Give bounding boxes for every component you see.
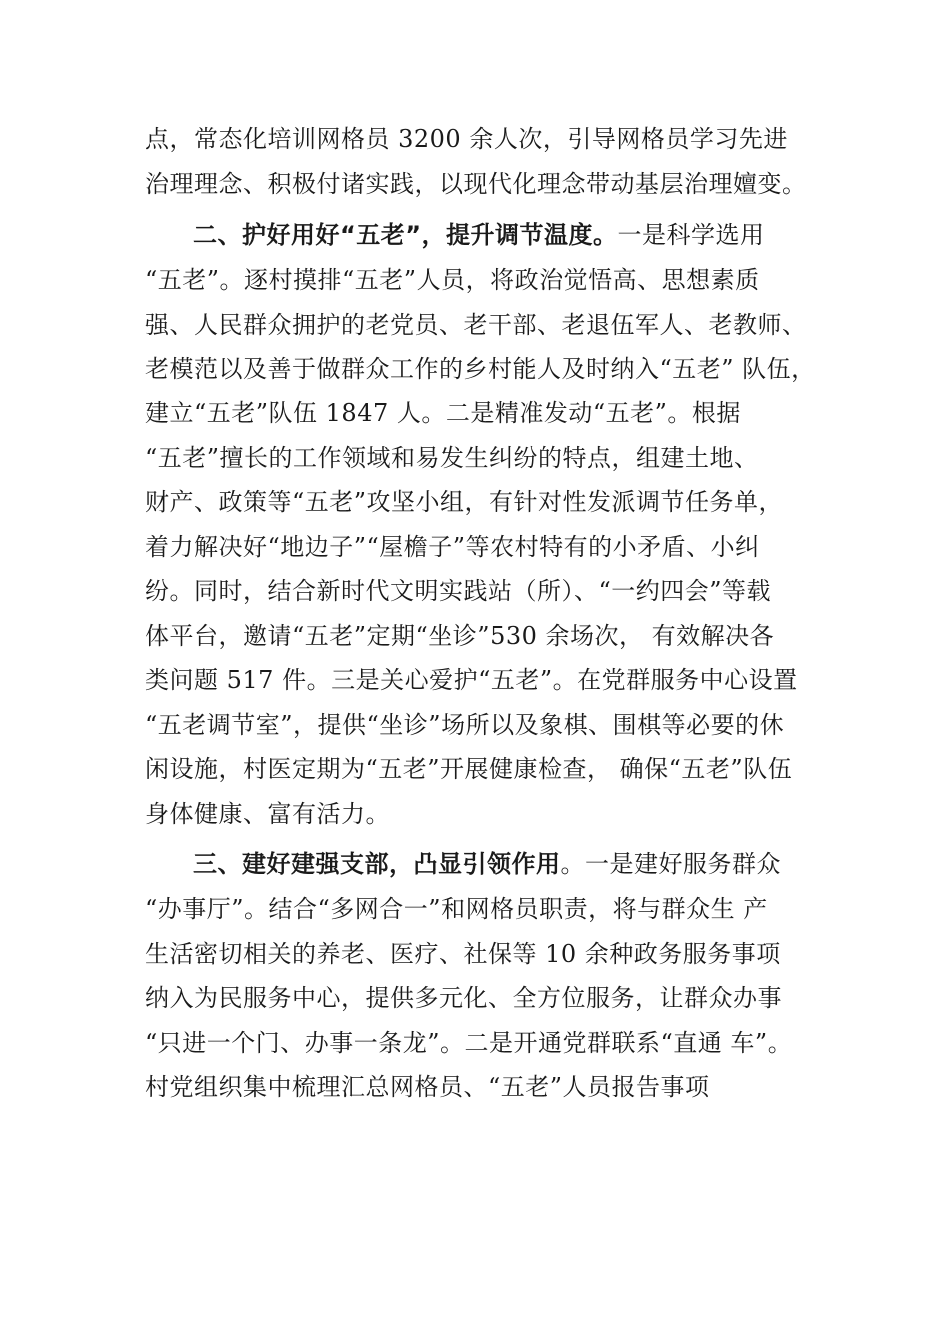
text-line: “五老调节室”，提供“坐诊”场所以及象棋、围棋等必要的休 <box>145 711 785 739</box>
text-line: “只进一个门、办事一条龙”。二是开通党群联系“直通 车”。 <box>145 1029 793 1057</box>
text-line: “办事厅”。结合“多网合一”和网格员职责，将与群众生 产 <box>145 895 768 923</box>
text-line: 强、人民群众拥护的老党员、老干部、老退伍军人、老教师、 <box>145 311 807 339</box>
text-line: “五老”擅长的工作领域和易发生纠纷的特点，组建土地、 <box>145 444 759 472</box>
text-line: 纳入为民服务中心，提供多元化、全方位服务，让群众办事 <box>145 984 782 1012</box>
text-line: 闲设施，村医定期为“五老”开展健康检查， 确保“五老”队伍 <box>145 755 793 783</box>
text-line: “五老”。逐村摸排“五老”人员，将政治觉悟高、思想素质 <box>145 266 760 294</box>
text-span: 一是科学选用 <box>617 221 765 249</box>
text-line: 建立“五老”队伍 1847 人。二是精准发动“五老”。根据 <box>145 399 741 427</box>
section-two-first-line <box>193 220 765 250</box>
section-three-heading: 三、建好建强支部，凸显引领作用 <box>193 850 561 878</box>
text-line: 身体健康、富有活力。 <box>145 800 390 828</box>
section-three-first-line <box>193 849 781 879</box>
text-line: 生活密切相关的养老、医疗、社保等 10 余种政务服务事项 <box>145 940 781 968</box>
text-line: 体平台，邀请“五老”定期“坐诊”530 余场次， 有效解决各 <box>145 622 775 650</box>
text-span: 。一是建好服务群众 <box>560 850 781 878</box>
text-line: 着力解决好“地边子”“屋檐子”等农村特有的小矛盾、小纠 <box>145 533 760 561</box>
text-line: 治理理念、积极付诸实践，以现代化理念带动基层治理嬗变。 <box>145 170 807 198</box>
section-two-heading: 二、护好用好“五老”，提升调节温度。 <box>193 221 618 249</box>
text-line: 类问题 517 件。三是关心爱护“五老”。在党群服务中心设置 <box>145 666 798 694</box>
text-line: 村党组织集中梳理汇总网格员、“五老”人员报告事项 <box>145 1073 710 1101</box>
text-line: 点，常态化培训网格员 3200 余人次，引导网格员学习先进 <box>145 125 788 153</box>
text-line: 纷。同时，结合新时代文明实践站（所）、“一约四会”等载 <box>145 577 772 605</box>
text-line: 老模范以及善于做群众工作的乡村能人及时纳入“五老” 队伍， <box>145 355 816 383</box>
text-line: 财产、政策等“五老”攻坚小组，有针对性发派调节任务单， <box>145 488 784 516</box>
